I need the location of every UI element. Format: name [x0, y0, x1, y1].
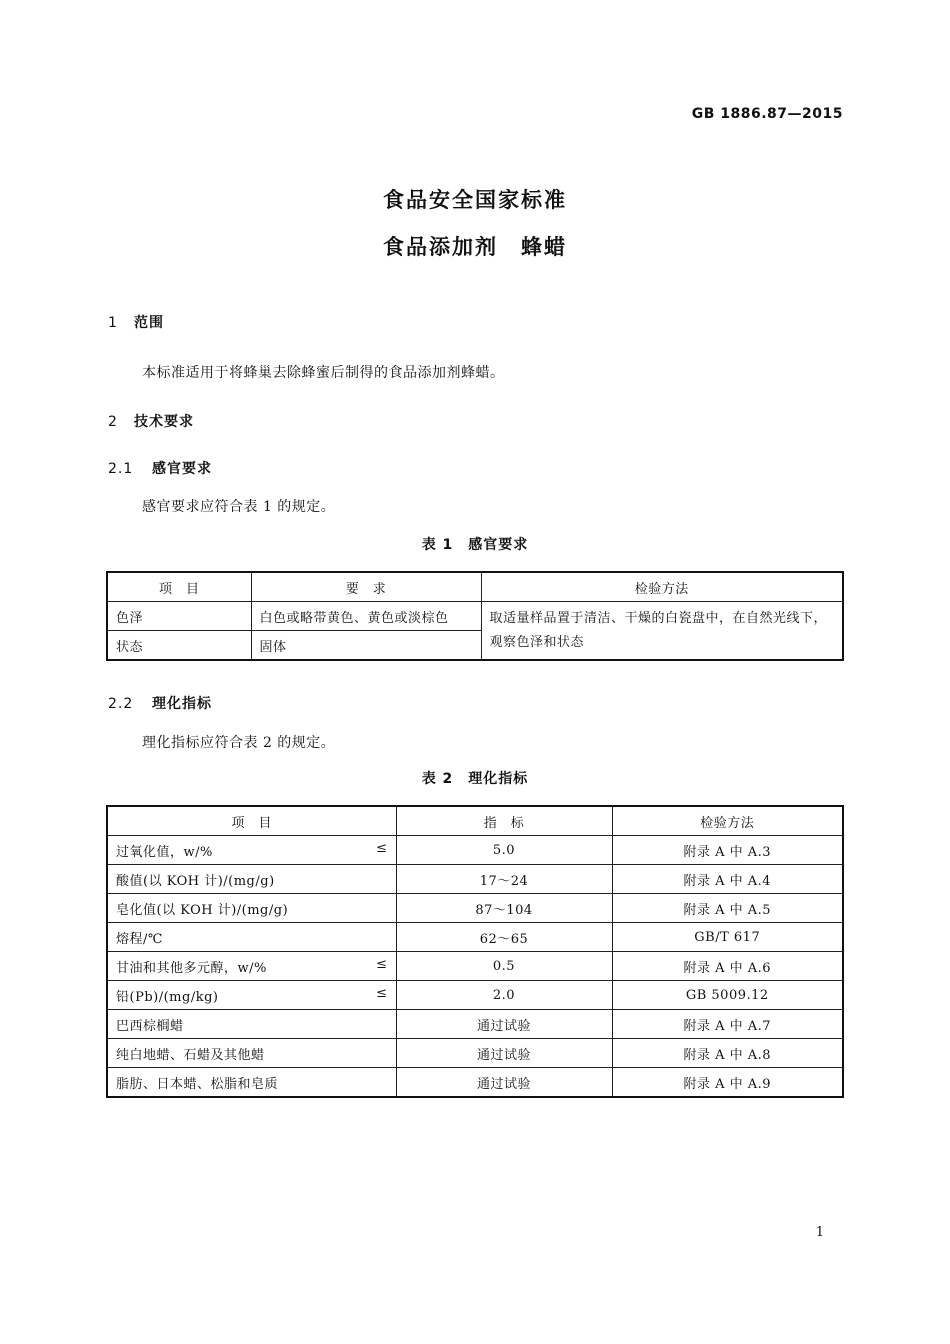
table-row	[107, 836, 843, 865]
section-number: 1	[108, 315, 118, 331]
section-2-2-text: 理化指标应符合表 2 的规定。	[142, 735, 336, 751]
value-cell: 0.5	[396, 952, 612, 981]
section-number: 2	[108, 414, 118, 430]
value-cell: 5.0	[396, 836, 612, 865]
item-cell	[107, 865, 396, 894]
item-label: 纯白地蜡、石蜡及其他蜡	[116, 1047, 265, 1063]
column-header: 检验方法	[612, 806, 843, 836]
value-cell: 62～65	[396, 923, 612, 952]
value-cell: 87～104	[396, 894, 612, 923]
section-2-1-text: 感官要求应符合表 1 的规定。	[142, 499, 336, 515]
section-number: 2.1	[108, 461, 134, 477]
item-cell	[107, 1039, 396, 1068]
column-header: 检验方法	[481, 572, 843, 602]
item-cell: 色泽	[107, 602, 251, 631]
table-row	[107, 1010, 843, 1039]
table-row	[107, 1068, 843, 1098]
document-subtitle: 食品添加剂 蜂蜡	[383, 235, 567, 259]
method-cell: 附录 A 中 A.7	[612, 1010, 843, 1039]
document-title: 食品安全国家标准	[383, 188, 567, 212]
column-header: 指 标	[396, 806, 612, 836]
requirement-cell: 固体	[251, 631, 481, 661]
standard-number: GB 1886.87—2015	[691, 106, 843, 122]
less-equal-sign: ≤	[376, 985, 388, 1001]
table-row	[107, 894, 843, 923]
item-label: 铅(Pb)/(mg/kg)	[116, 989, 219, 1005]
method-cell: 附录 A 中 A.5	[612, 894, 843, 923]
table-header-row	[107, 806, 843, 836]
section-number: 2.2	[108, 696, 134, 712]
value-cell: 17～24	[396, 865, 612, 894]
item-label: 甘油和其他多元醇，w/%	[116, 960, 267, 976]
method-cell: 附录 A 中 A.6	[612, 952, 843, 981]
value-cell: 通过试验	[396, 1010, 612, 1039]
item-label: 过氧化值，w/%	[116, 844, 213, 860]
less-equal-sign: ≤	[376, 840, 388, 856]
value-cell: 通过试验	[396, 1068, 612, 1098]
item-cell	[107, 923, 396, 952]
item-cell	[107, 836, 396, 865]
table-row	[107, 602, 843, 631]
section-title: 技术要求	[134, 414, 194, 430]
table-2-caption: 表 2 理化指标	[421, 771, 529, 787]
method-cell: GB/T 617	[612, 923, 843, 952]
section-1-text: 本标准适用于将蜂巢去除蜂蜜后制得的食品添加剂蜂蜡。	[142, 365, 505, 381]
column-header: 项 目	[107, 806, 396, 836]
section-2-heading	[108, 411, 194, 431]
table-row	[107, 952, 843, 981]
table-header-row	[107, 572, 843, 602]
table-1-caption: 表 1 感官要求	[421, 537, 529, 553]
table-row	[107, 923, 843, 952]
table-row	[107, 865, 843, 894]
method-cell: 附录 A 中 A.9	[612, 1068, 843, 1098]
item-cell	[107, 981, 396, 1010]
value-cell: 通过试验	[396, 1039, 612, 1068]
page-number: 1	[815, 1225, 824, 1240]
item-cell: 状态	[107, 631, 251, 661]
column-header: 项 目	[107, 572, 251, 602]
method-cell: 附录 A 中 A.8	[612, 1039, 843, 1068]
item-cell	[107, 952, 396, 981]
item-label: 酸值(以 KOH 计)/(mg/g)	[116, 873, 275, 889]
section-1-heading	[108, 312, 164, 332]
less-equal-sign: ≤	[376, 956, 388, 972]
section-title: 感官要求	[152, 461, 212, 477]
section-title: 范围	[134, 315, 164, 331]
table-2	[106, 805, 844, 1098]
requirement-cell: 白色或略带黄色、黄色或淡棕色	[251, 602, 481, 631]
method-cell: GB 5009.12	[612, 981, 843, 1010]
section-2-1-heading	[108, 458, 212, 478]
method-cell: 附录 A 中 A.4	[612, 865, 843, 894]
item-label: 熔程/℃	[116, 931, 163, 947]
section-2-2-heading	[108, 693, 212, 713]
table-1	[106, 571, 844, 661]
column-header: 要 求	[251, 572, 481, 602]
method-cell: 取适量样品置于清洁、干燥的白瓷盘中，在自然光线下，观察色泽和状态	[481, 602, 843, 661]
section-title: 理化指标	[152, 696, 212, 712]
item-label: 皂化值(以 KOH 计)/(mg/g)	[116, 902, 289, 918]
table-row	[107, 1039, 843, 1068]
method-cell: 附录 A 中 A.3	[612, 836, 843, 865]
item-cell	[107, 894, 396, 923]
item-cell	[107, 1068, 396, 1098]
item-label: 巴西棕榈蜡	[116, 1018, 184, 1034]
item-label: 脂肪、日本蜡、松脂和皂质	[116, 1076, 279, 1092]
table-row	[107, 981, 843, 1010]
value-cell: 2.0	[396, 981, 612, 1010]
item-cell	[107, 1010, 396, 1039]
